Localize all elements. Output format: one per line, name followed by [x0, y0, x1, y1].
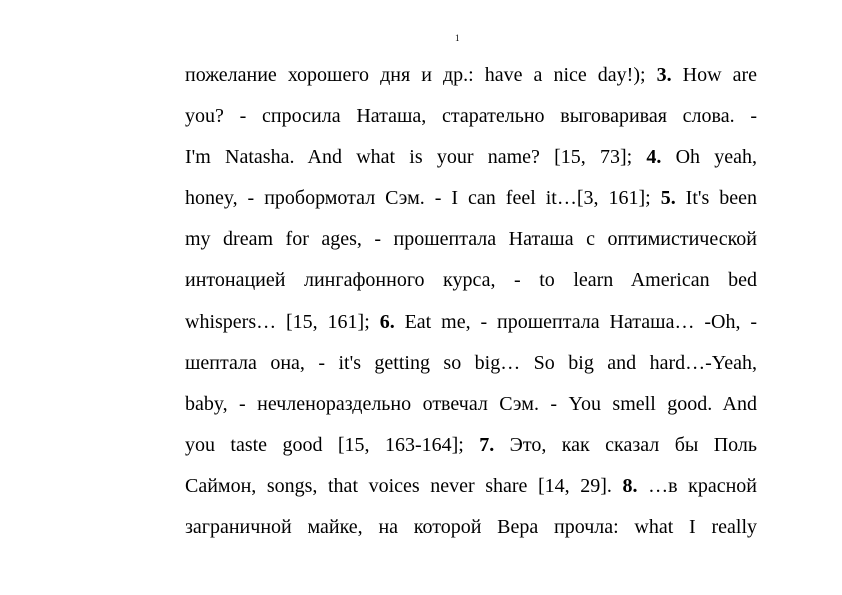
text-line-content — [185, 434, 757, 456]
text-segment: you taste good [15, 163-164]; — [185, 433, 480, 456]
text-line-content — [185, 352, 757, 374]
text-line — [185, 219, 757, 260]
text-line — [185, 260, 757, 301]
text-segment: you? - спросила Наташа, старательно выговаривая слова. - — [185, 105, 757, 128]
text-line-content — [185, 105, 757, 127]
text-line — [185, 343, 757, 384]
text-segment: Саймон, songs, that voices never share [14, 29]. — [185, 474, 623, 497]
example-number: 7. — [479, 433, 495, 456]
example-number: 8. — [622, 474, 638, 497]
text-line — [185, 96, 757, 137]
text-line-content — [185, 187, 757, 209]
text-line-content — [185, 228, 757, 250]
document-body — [185, 55, 757, 548]
text-segment: my dream for ages, - прошептала Наташа с оптимистической — [185, 228, 757, 251]
example-number: 5. — [660, 187, 676, 210]
text-line — [185, 178, 757, 219]
text-line-content — [185, 516, 757, 538]
page-number: 1 — [455, 33, 460, 43]
text-line — [185, 302, 757, 343]
text-line — [185, 384, 757, 425]
text-segment: Oh yeah, — [661, 146, 757, 169]
text-segment: honey, - пробормотал Сэм. - I can feel it…[3, 161]; — [185, 187, 661, 210]
text-segment: интонацией лингафонного курса, - to learn American bed — [185, 269, 757, 292]
text-segment: …в красной — [637, 474, 757, 497]
text-line-content — [185, 311, 757, 333]
text-segment: Eat me, - прошептала Наташа… -Oh, - — [394, 310, 757, 333]
text-segment: It's been — [675, 187, 757, 210]
text-segment: заграничной майке, на которой Вера прочла: what I really — [185, 516, 757, 539]
text-line-content — [185, 269, 757, 291]
text-line-content — [185, 146, 757, 168]
text-line-content — [185, 64, 757, 86]
text-segment: шептала она, - it's getting so big… So big and hard…-Yeah, — [185, 351, 757, 374]
text-line — [185, 55, 757, 96]
example-number: 3. — [656, 64, 672, 86]
example-number: 6. — [379, 310, 395, 333]
text-line-content — [185, 475, 757, 497]
text-segment: How are — [671, 64, 757, 86]
text-line — [185, 466, 757, 507]
example-number: 4. — [646, 146, 662, 169]
text-line-content — [185, 393, 757, 415]
text-segment: Это, как сказал бы Поль — [494, 433, 757, 456]
text-segment: whispers… [15, 161]; — [185, 310, 380, 333]
text-line — [185, 507, 757, 548]
text-line — [185, 425, 757, 466]
text-segment: I'm Natasha. And what is your name? [15, 73]; — [185, 146, 647, 169]
text-line — [185, 137, 757, 178]
text-segment: baby, - нечленораздельно отвечал Сэм. - You smell good. And — [185, 392, 757, 415]
text-segment: пожелание хорошего дня и др.: have a nice day!); — [185, 64, 657, 86]
